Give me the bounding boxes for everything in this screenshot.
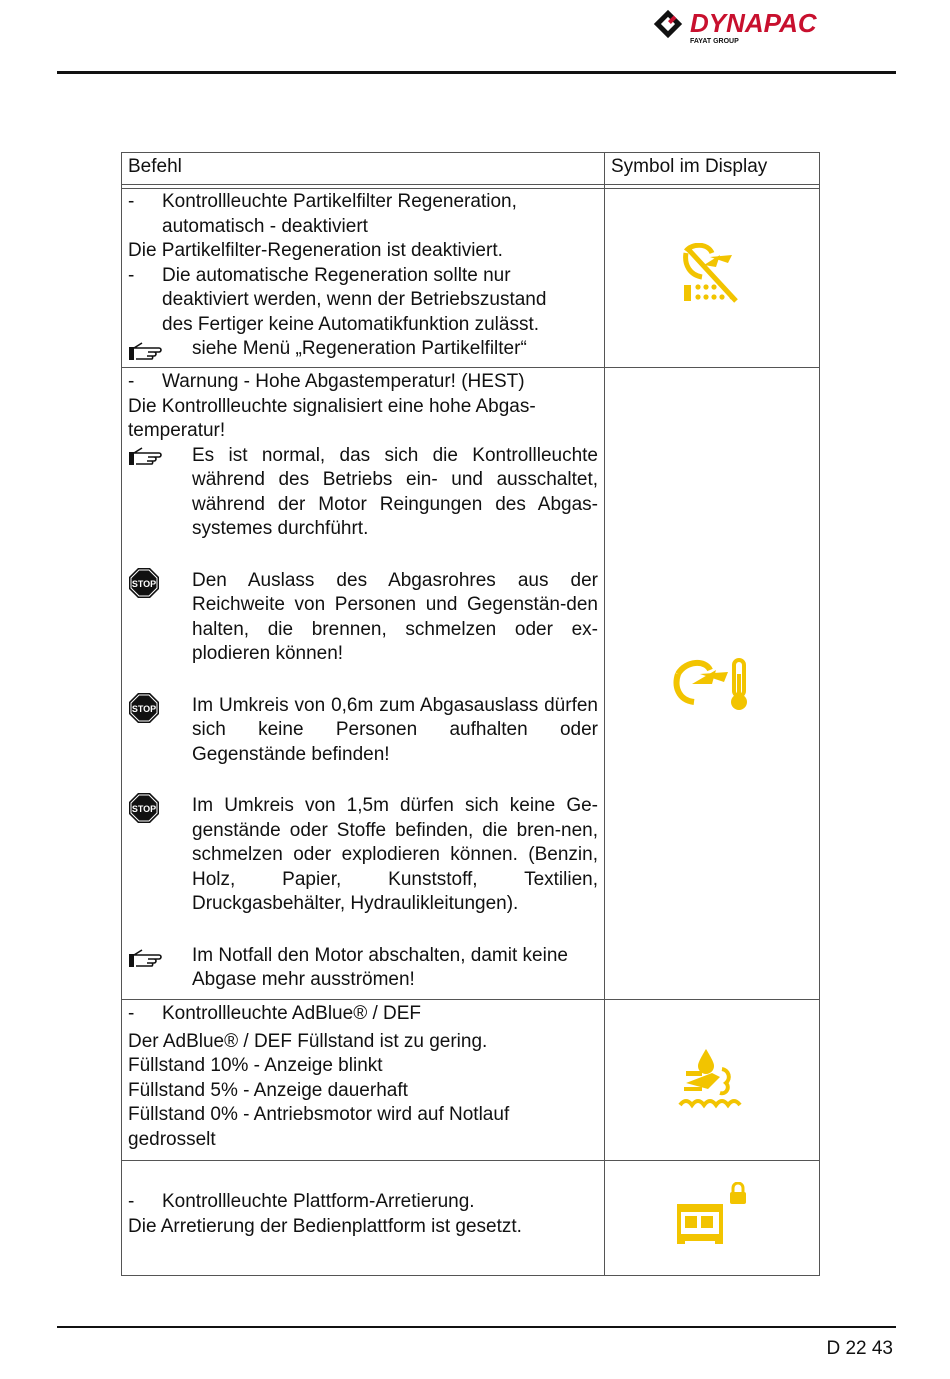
note-text: Es ist normal, das sich die Kontrollleuchte während des Betriebs ein- und ausschaltet, während der Motor Reingungen des Abgas-systemes durchführt. xyxy=(192,444,598,539)
dynapac-logo xyxy=(652,8,902,48)
pointing-hand-icon xyxy=(128,341,162,361)
warning-text: Den Auslass des Abgasrohres aus der Reichweite von Personen und Gegenstän-den halten, die brennen, schmelzen oder ex-plodieren können! xyxy=(192,569,598,664)
row-adblue: - Kontrollleuchte AdBlue® / DEF Der AdBlue® / DEF Füllstand ist zu gering. Füllstand 10% - Anzeige blinkt Füllstand 5% - Anzeige dauerhaft Füllstand 0% - Antriebsmotor wird auf Notlauf gedrosselt xyxy=(128,1003,510,1150)
row-exhaust-temperature: - Warnung - Hohe Abgastemperatur! (HEST) Die Kontrollleuchte signalisiert eine hohe Abgas- temperatur! Es ist normal, das sich die Kontrollleuchte während des Betriebs ein- und ausschaltet, während der Motor Reingungen des Abgas-systemes durchführt. STOP Den Auslass des Abgasrohres aus der Reichweite von Personen und Gegenstän-den halten, die brennen, schmelzen oder ex-plodieren können! STOP Im Umkreis von 0,6m zum Abgasauslass dürfen sich keine Personen aufhalten oder Gegenstände befinden! STOP Im Umkreis von 1,5m dürfen sich keine Ge-genstände oder Stoffe befinden, die bren-nen, schmelzen oder explodieren können. (Benzin, Holz, Papier, Kunststoff, Textilien, Druckgasbehälter, Hydraulikleitungen). Im Notfall den Motor abschalten, damit keine Abgase mehr ausströmen! xyxy=(128,371,598,990)
command-table xyxy=(121,152,820,1276)
brand-name: DYNAPAC xyxy=(690,8,817,38)
adblue-level-icon xyxy=(678,1047,748,1111)
note-text: Im Notfall den Motor abschalten, damit keine Abgase mehr ausströmen! xyxy=(192,944,568,990)
row-divider xyxy=(122,1160,819,1161)
platform-lock-icon xyxy=(673,1182,751,1246)
header-rule xyxy=(57,71,896,74)
stop-sign-icon xyxy=(128,692,160,724)
row-regeneration: - Kontrollleuchte Partikelfilter Regeneration, automatisch - deaktiviert Die Partikelfilter-Regeneration ist deaktiviert. - Die automatische Regeneration sollte nur deaktiviert werden, wenn der Betriebszustand des Fertiger keine Automatikfunktion zulässt. siehe Menü „Regeneration Partikelfilter“ xyxy=(128,191,547,359)
row-platform-lock: - Kontrollleuchte Plattform-Arretierung. Die Arretierung der Bedienplattform ist gesetzt. xyxy=(128,1191,522,1237)
svg-text:STOP: STOP xyxy=(131,578,157,589)
column-divider xyxy=(604,153,605,1275)
warning-text: Im Umkreis von 1,5m dürfen sich keine Ge-genstände oder Stoffe befinden, die bren-nen, schmelzen oder explodieren können. (Benzin, Holz, Papier, Kunststoff, Textilien, Druckgasbehälter, Hydraulikleitungen). xyxy=(192,795,598,914)
footer-rule xyxy=(57,1326,896,1328)
warning-text: Im Umkreis von 0,6m zum Abgasauslass dürfen sich keine Personen aufhalten oder Gegenstände befinden! xyxy=(192,694,598,765)
regeneration-disabled-icon xyxy=(682,243,742,305)
stop-sign-icon xyxy=(128,792,160,824)
row-divider xyxy=(122,367,819,368)
page-number: D 22 43 xyxy=(826,1338,893,1359)
brand-subtitle: FAYAT GROUP xyxy=(690,38,739,45)
column-header-symbol: Symbol im Display xyxy=(611,156,768,177)
high-exhaust-temperature-icon xyxy=(672,656,754,714)
svg-text:STOP: STOP xyxy=(131,804,157,814)
svg-text:STOP: STOP xyxy=(131,703,157,714)
header-divider xyxy=(122,188,819,189)
pointing-hand-icon xyxy=(128,948,162,968)
note-text: siehe Menü „Regeneration Partikelfilter“ xyxy=(192,338,527,359)
header-divider xyxy=(122,184,819,185)
column-header-command: Befehl xyxy=(128,156,182,177)
pointing-hand-icon xyxy=(128,446,162,466)
row-divider xyxy=(122,999,819,1000)
stop-sign-icon xyxy=(128,567,160,599)
